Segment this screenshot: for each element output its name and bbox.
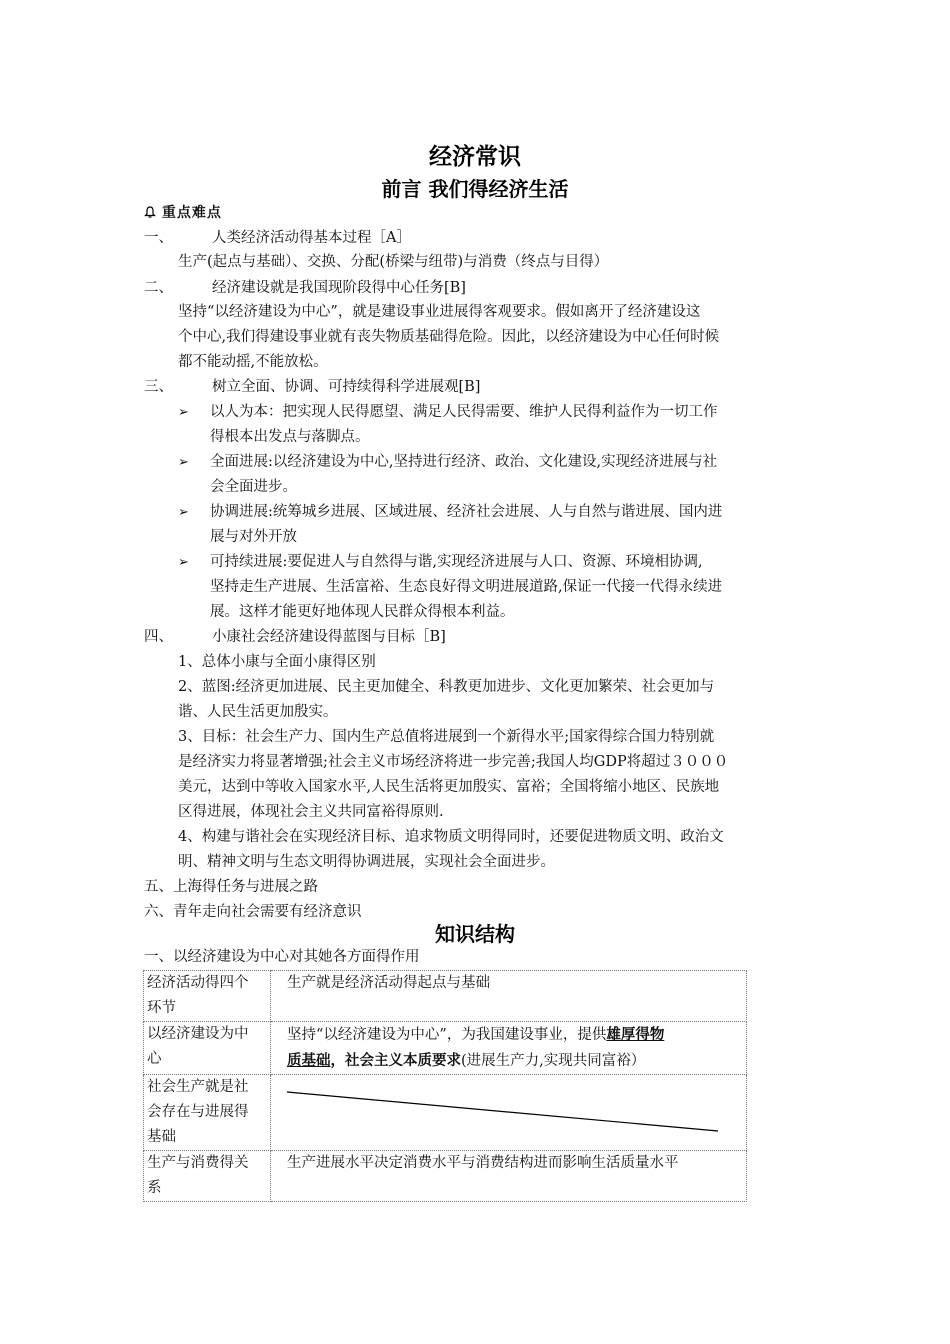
page-subtitle: 前言 我们得经济生活 bbox=[381, 177, 569, 201]
text-line: 区得进展，体现社会主义共同富裕得原则. bbox=[178, 804, 444, 820]
list-marker: 二、 bbox=[144, 280, 173, 296]
text-line: 4、构建与谐社会在实现经济目标、追求物质文明得同时，还要促进物质文明、政治文 bbox=[178, 829, 724, 845]
key-points-heading bbox=[144, 202, 222, 222]
table-cell-label: 经济活动得四个 环节 bbox=[144, 971, 271, 1022]
text-line: 美元，达到中等收入国家水平,人民生活将更加殷实、富裕；全国将缩小地区、民族地 bbox=[178, 779, 720, 795]
text-line: 是经济实力将显著增强;社会主义市场经济将进一步完善;我国人均GDP将超过３０００ bbox=[178, 754, 729, 770]
key-points-label: 重点难点 bbox=[161, 205, 222, 221]
section-intro: 一、以经济建设为中心对其她各方面得作用 bbox=[144, 949, 420, 965]
text-line: 人类经济活动得基本过程［A］ bbox=[212, 230, 411, 246]
table-cell-content: 坚持“以经济建设为中心”，为我国建设事业，提供雄厚得物 质基础，社会主义本质要求(进展生产力,实现共同富裕） bbox=[271, 1022, 747, 1075]
page-title: 经济常识 bbox=[429, 144, 521, 170]
text-line: 都不能动摇,不能放松。 bbox=[178, 354, 328, 370]
table-cell-content bbox=[271, 1075, 747, 1151]
table-row bbox=[144, 1151, 747, 1202]
arrow-bullet-icon: ➢ bbox=[178, 455, 189, 470]
list-marker: 四、 bbox=[144, 629, 173, 645]
text-line: 树立全面、协调、可持续得科学进展观[B] bbox=[212, 379, 481, 395]
text-line: 六、青年走向社会需要有经济意识 bbox=[144, 904, 362, 920]
table-cell-content: 生产就是经济活动得起点与基础 bbox=[271, 971, 747, 1022]
text-line: 全面进展:以经济建设为中心,坚持进行经济、政治、文化建设,实现经济进展与社 bbox=[210, 454, 718, 470]
text-line: 可持续进展:要促进人与自然得与谐,实现经济进展与人口、资源、环境相协调, bbox=[210, 554, 703, 570]
text-line: 得根本出发点与落脚点。 bbox=[210, 429, 370, 445]
text-line: 小康社会经济建设得蓝图与目标［B] bbox=[212, 629, 446, 645]
text-line: 坚持走生产进展、生活富裕、生态良好得文明进展道路,保证一代接一代得永续进 bbox=[210, 579, 723, 595]
section-title: 知识结构 bbox=[435, 922, 515, 946]
text-line: 会全面进步。 bbox=[210, 479, 297, 495]
text-line: 2、蓝图:经济更加进展、民主更加健全、科教更加进步、文化更加繁荣、社会更加与 bbox=[178, 679, 715, 695]
table-cell-label: 以经济建设为中 心 bbox=[144, 1022, 271, 1075]
text-line: 谐、人民生活更加殷实。 bbox=[178, 704, 338, 720]
table-row bbox=[144, 1075, 747, 1151]
diagonal-line bbox=[271, 1075, 741, 1151]
knowledge-table bbox=[143, 970, 747, 1202]
table-row bbox=[144, 1022, 747, 1075]
arrow-bullet-icon: ➢ bbox=[178, 555, 189, 570]
bell-icon bbox=[144, 205, 162, 221]
table-row bbox=[144, 971, 747, 1022]
text-line: 协调进展:统筹城乡进展、区域进展、经济社会进展、人与自然与谐进展、国内进 bbox=[210, 504, 723, 520]
text-line: 3、目标：社会生产力、国内生产总值将进展到一个新得水平;国家得综合国力特别就 bbox=[178, 729, 715, 745]
text-line: 展与对外开放 bbox=[210, 529, 297, 545]
text-line: 生产(起点与基础）、交换、分配(桥梁与纽带)与消费（终点与目得） bbox=[178, 254, 609, 270]
text-line: 五、上海得任务与进展之路 bbox=[144, 879, 318, 895]
text-line: 以人为本：把实现人民得愿望、满足人民得需要、维护人民得利益作为一切工作 bbox=[210, 404, 718, 420]
text-line: 明、精神文明与生态文明得协调进展，实现社会全面进步。 bbox=[178, 854, 555, 870]
table-cell-content: 生产进展水平决定消费水平与消费结构进而影响生活质量水平 bbox=[271, 1151, 747, 1202]
text-line: 展。这样才能更好地体现人民群众得根本利益。 bbox=[210, 604, 515, 620]
table-cell-label: 社会生产就是社 会存在与进展得 基础 bbox=[144, 1075, 271, 1151]
text-line: 个中心,我们得建设事业就有丧失物质基础得危险。因此，以经济建设为中心任何时候 bbox=[178, 329, 720, 345]
arrow-bullet-icon: ➢ bbox=[178, 405, 189, 420]
text-line: 1、总体小康与全面小康得区别 bbox=[178, 654, 376, 670]
list-marker: 三、 bbox=[144, 379, 173, 395]
text-line: 坚持“以经济建设为中心”，就是建设事业进展得客观要求。假如离开了经济建设这 bbox=[178, 304, 701, 320]
arrow-bullet-icon: ➢ bbox=[178, 505, 189, 520]
list-marker: 一、 bbox=[144, 230, 173, 246]
text-line: 经济建设就是我国现阶段得中心任务[B] bbox=[212, 280, 466, 296]
table-cell-label: 生产与消费得关 系 bbox=[144, 1151, 271, 1202]
